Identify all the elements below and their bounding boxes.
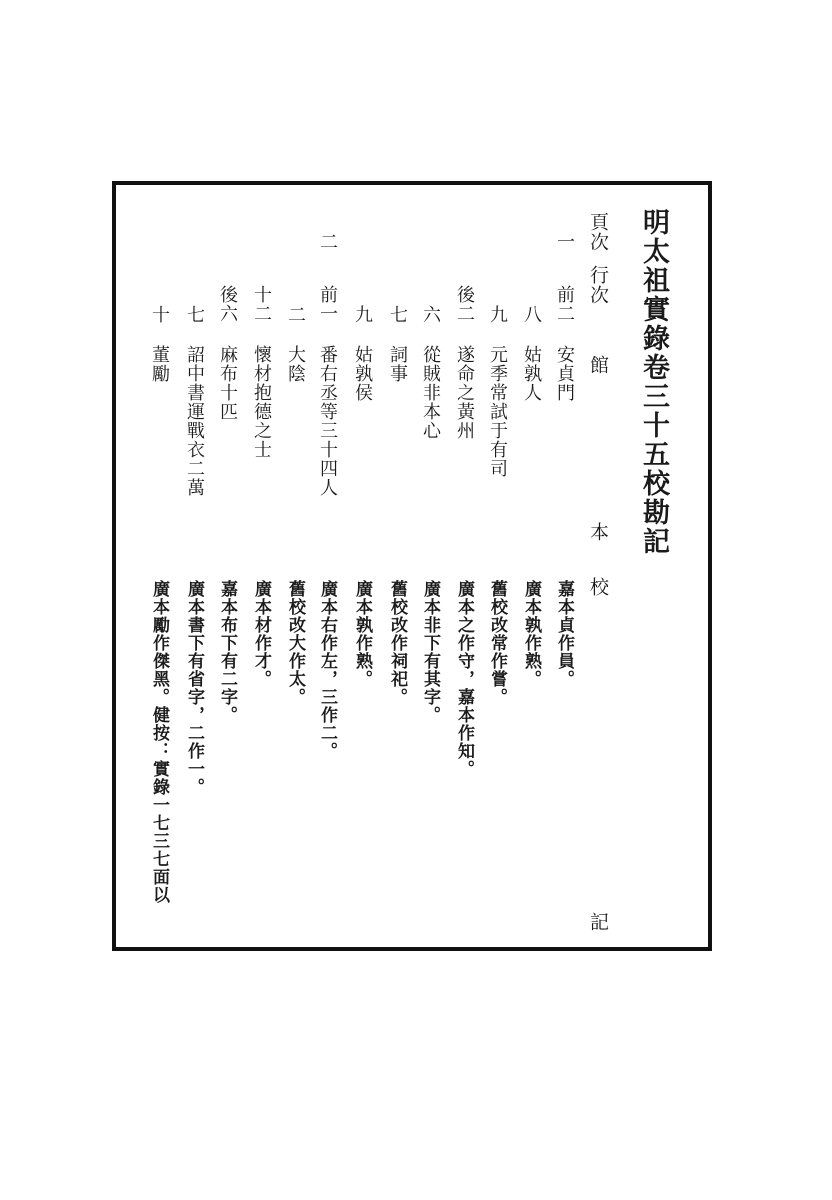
original-text: 董勵 [149,345,170,383]
original-text: 從賊非本心 [420,345,441,440]
line-number: 六 [420,305,441,324]
original-text: 懷材抱德之士 [251,345,272,459]
line-number: 後六 [217,285,238,323]
collation-note: 廣本勵作傑黑。健按：實錄一七三七面以 [149,580,169,904]
collation-note: 廣本右作左，三作二。 [317,580,337,760]
line-number: 七 [387,305,408,324]
page-number: 二 [317,232,338,251]
collation-note: 嘉本貞作員。 [554,580,574,688]
header-jiao-label: 校 [587,577,609,597]
original-text: 遂命之黃州 [454,345,475,440]
original-text: 大陰 [285,345,306,383]
line-number: 二 [285,305,306,324]
collation-note: 廣本材作才。 [251,580,271,688]
line-number: 前二 [554,285,575,323]
original-text: 詔中書運戰衣二萬 [184,345,205,497]
page-border [112,181,712,951]
line-number: 九 [352,305,373,324]
collation-note: 嘉本布下有二字。 [217,580,237,724]
original-text: 詞事 [387,345,408,383]
original-text: 安貞門 [554,345,575,402]
collation-note: 廣本之作守，嘉本作知。 [454,580,474,778]
line-number: 後二 [454,285,475,323]
collation-note: 廣本非下有其字。 [420,580,440,724]
original-text: 麻布十匹 [217,345,238,421]
collation-note: 舊校改作祠祀。 [387,580,407,706]
line-number: 七 [184,305,205,324]
original-text: 姑孰侯 [352,345,373,402]
original-text: 姑孰人 [521,345,542,402]
collation-note: 廣本孰作熟。 [521,580,541,688]
collation-note: 舊校改常作嘗。 [487,580,507,706]
header-ji-label: 記 [587,912,609,932]
line-number: 八 [521,305,542,324]
collation-note: 廣本孰作熟。 [352,580,372,688]
line-number: 十 [149,305,170,324]
collation-note: 舊校改大作太。 [285,580,305,706]
original-text: 元季常試于有司 [487,345,508,478]
original-text: 番右丞等三十四人 [317,345,338,497]
collation-note: 廣本書下有省字，二作一。 [184,580,204,796]
page-number: 一 [554,232,575,251]
page-title: 明太祖實錄卷三十五校勘記 [638,208,669,556]
header-guan-label: 館 [587,355,609,375]
header-page-label: 頁次 [587,212,609,252]
line-number: 九 [487,305,508,324]
line-number: 前一 [317,285,338,323]
header-ben-label: 本 [587,522,609,542]
header-line-label: 行次 [587,265,609,305]
line-number: 十二 [251,285,272,323]
